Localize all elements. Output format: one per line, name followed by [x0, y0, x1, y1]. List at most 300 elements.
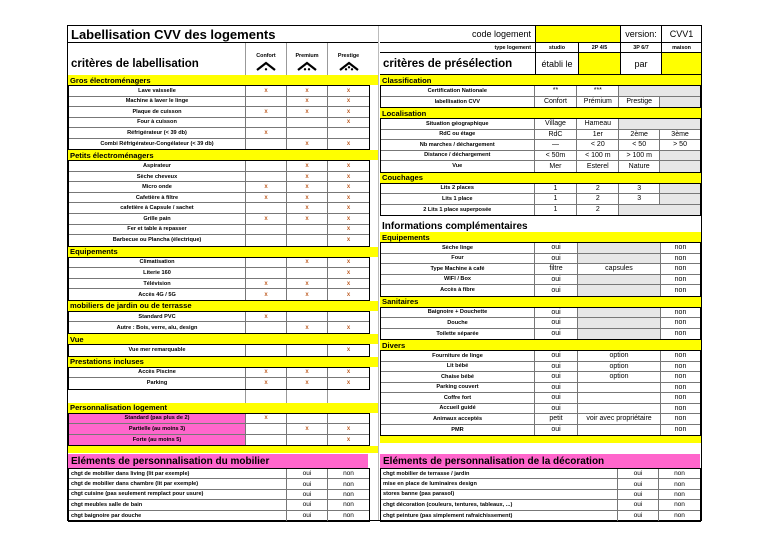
option-value[interactable]: Village	[535, 119, 578, 129]
section-title: Localisation	[382, 108, 427, 118]
preselection-row	[381, 194, 700, 205]
option-value[interactable]: **	[535, 86, 578, 96]
unavailable-cell	[619, 119, 700, 129]
value-b[interactable]: option	[578, 372, 661, 382]
mark-prestige[interactable]: x	[346, 87, 351, 94]
no-option[interactable]: non	[674, 480, 685, 488]
preselection-row	[381, 318, 700, 329]
preselection-row	[381, 97, 700, 108]
preselection-row	[381, 308, 700, 319]
option-value[interactable]: 2	[577, 205, 619, 216]
criteria-label: Vue mer remarquable	[69, 345, 246, 356]
no-option[interactable]: non	[674, 470, 685, 478]
value-b[interactable]	[578, 404, 661, 414]
mark-confort[interactable]	[246, 139, 287, 150]
code-input[interactable]	[535, 26, 620, 42]
mark-prestige[interactable]: x	[346, 141, 351, 147]
type-label: type logement	[494, 44, 531, 51]
mark-premium[interactable]	[287, 128, 328, 138]
preselection-row	[381, 329, 700, 340]
etabli-input[interactable]	[578, 53, 620, 74]
preselection-row	[381, 151, 700, 162]
option-value[interactable]: 2	[577, 184, 619, 194]
criteria-label: Type Machine à café	[381, 264, 535, 274]
mark-premium[interactable]: x	[287, 107, 328, 117]
preselection-row	[381, 351, 700, 362]
mark-confort[interactable]	[246, 161, 287, 171]
option-value[interactable]: < 50	[619, 140, 660, 150]
decoration-row	[381, 500, 700, 510]
criteria-label: Grille pain	[69, 214, 246, 224]
mark-confort[interactable]	[246, 97, 287, 107]
mark-confort[interactable]	[246, 345, 287, 356]
criteria-label: Four à cuisson	[69, 118, 246, 128]
no-option[interactable]: non	[674, 490, 685, 498]
criteria-label: Partielle (au moins 3)	[69, 424, 246, 434]
section-header	[380, 75, 701, 85]
mark-confort[interactable]: x	[246, 182, 287, 192]
type-row	[380, 43, 701, 53]
yes-option[interactable]: oui	[618, 511, 659, 521]
mark-prestige[interactable]: x	[346, 237, 351, 244]
option-value[interactable]: 1	[535, 184, 578, 194]
yes-option[interactable]: oui	[287, 490, 328, 499]
info-title: Informations complémentaires	[382, 220, 528, 232]
mark-confort[interactable]: x	[246, 414, 287, 424]
yes-option[interactable]: oui	[287, 479, 328, 488]
option-value[interactable]: Confort	[535, 97, 578, 108]
mark-confort[interactable]: x	[246, 107, 287, 117]
value-a[interactable]: oui	[535, 318, 578, 328]
criteria-row	[69, 322, 369, 333]
mark-prestige[interactable]: x	[346, 280, 351, 287]
mark-premium[interactable]: x	[287, 193, 328, 203]
criteria-row	[69, 193, 369, 204]
value-a[interactable]: oui	[535, 372, 578, 382]
mobilier-row	[69, 479, 369, 489]
section-header	[380, 340, 701, 350]
criteria-row	[69, 203, 369, 214]
decoration-row	[381, 490, 700, 500]
option-value[interactable]: 3	[619, 194, 660, 204]
yes-option[interactable]: oui	[287, 511, 328, 521]
preselection-header-row	[380, 53, 701, 75]
mark-confort[interactable]	[246, 172, 287, 182]
criteria-label: Standard (pas plus de 2)	[69, 414, 246, 424]
criteria-heading: critères de labellisation	[68, 52, 246, 75]
unavailable-cell	[660, 97, 700, 108]
option-value[interactable]: 1	[535, 194, 578, 204]
no-option[interactable]: non	[343, 470, 354, 478]
mark-premium[interactable]: x	[287, 203, 328, 213]
mark-prestige[interactable]: x	[346, 369, 351, 376]
preselection-row	[381, 372, 700, 383]
mark-premium[interactable]: x	[287, 279, 328, 289]
type-3: maison	[661, 43, 701, 52]
option-value[interactable]: 2ème	[619, 130, 660, 140]
criteria-row	[69, 345, 369, 356]
mark-premium[interactable]	[287, 435, 328, 446]
mark-confort[interactable]	[246, 235, 287, 246]
option-value[interactable]: Prémium	[577, 97, 619, 108]
criteria-row	[69, 107, 369, 118]
mark-premium[interactable]: x	[287, 378, 328, 389]
mark-prestige[interactable]: x	[346, 119, 351, 126]
option-value[interactable]: 3ème	[671, 130, 689, 138]
no-option[interactable]: non	[343, 490, 354, 498]
mark-prestige[interactable]: x	[346, 215, 351, 222]
unavailable-cell	[578, 275, 661, 285]
criteria-label: Plaque de cuisson	[69, 107, 246, 117]
mark-confort[interactable]	[246, 258, 287, 268]
yes-option[interactable]: oui	[287, 469, 328, 478]
mark-premium[interactable]: x	[287, 139, 328, 150]
criteria-row	[69, 378, 369, 389]
value-b[interactable]: capsules	[578, 264, 661, 274]
value-c[interactable]: non	[674, 244, 687, 252]
type-0: studio	[535, 43, 578, 52]
criteria-label: RdC ou étage	[381, 130, 535, 140]
unavailable-cell	[578, 308, 661, 318]
mark-prestige[interactable]: x	[346, 324, 351, 331]
mark-prestige[interactable]: x	[346, 291, 351, 298]
option-value[interactable]: 1	[535, 205, 578, 216]
mark-premium[interactable]: x	[287, 214, 328, 224]
mark-prestige[interactable]: x	[346, 270, 351, 276]
section-table	[68, 344, 370, 357]
criteria-row	[69, 139, 369, 150]
preselection-row	[381, 393, 700, 404]
mark-confort[interactable]: x	[246, 86, 287, 96]
mark-confort[interactable]: x	[246, 214, 287, 224]
unavailable-cell	[619, 86, 700, 96]
criteria-label: Aspirateur	[69, 161, 246, 171]
value-c[interactable]: non	[674, 426, 687, 434]
criteria-label: labellisation CVV	[381, 97, 535, 108]
section-table	[68, 257, 370, 301]
criteria-row	[69, 225, 369, 236]
value-c[interactable]: non	[674, 352, 687, 360]
option-value[interactable]: Prestige	[619, 97, 660, 108]
section-title: Prestations incluses	[70, 357, 144, 367]
preselection-row	[381, 383, 700, 394]
value-c[interactable]: non	[674, 308, 687, 316]
mark-confort[interactable]: x	[246, 378, 287, 389]
value-a[interactable]: oui	[535, 351, 578, 361]
mark-premium[interactable]: x	[287, 258, 328, 268]
title-row	[68, 26, 378, 43]
value-a[interactable]: oui	[535, 275, 578, 285]
preselection-row	[381, 161, 700, 172]
yes-option[interactable]: oui	[287, 500, 328, 509]
mobilier-label: chgt de mobilier dans chambre (lit par exemple)	[69, 479, 287, 488]
value-c[interactable]: non	[674, 265, 687, 273]
option-value[interactable]: Esterel	[577, 161, 619, 172]
section-title: Petits électroménagers	[70, 150, 154, 160]
decoration-label: mise en place de luminaires design	[381, 479, 618, 488]
mark-prestige[interactable]: x	[346, 259, 351, 266]
mark-premium[interactable]: x	[287, 161, 328, 171]
mark-premium[interactable]: x	[287, 368, 328, 378]
section-header	[380, 232, 701, 242]
value-b[interactable]	[578, 393, 661, 403]
mark-prestige[interactable]: x	[346, 205, 351, 212]
mark-confort[interactable]	[246, 268, 287, 278]
mark-confort[interactable]	[246, 203, 287, 213]
mark-confort[interactable]	[246, 435, 287, 446]
value-a[interactable]: oui	[535, 254, 578, 264]
criteria-row	[69, 435, 369, 446]
value-c[interactable]: non	[674, 286, 687, 294]
mark-confort[interactable]	[246, 322, 287, 333]
value-a[interactable]: oui	[535, 285, 578, 296]
value-a[interactable]: oui	[535, 329, 578, 340]
criteria-label: Lits 1 place	[381, 194, 535, 204]
mobilier-label: chgt de mobilier dans living (lit par exemple)	[69, 469, 287, 478]
criteria-label: Nb marches / déchargement	[381, 140, 535, 150]
value-a[interactable]: oui	[535, 362, 578, 372]
value-b[interactable]	[578, 383, 661, 393]
option-value[interactable]: Hameau	[577, 119, 619, 129]
mark-premium[interactable]: x	[287, 97, 328, 107]
mark-prestige[interactable]: x	[346, 98, 351, 105]
section-header	[68, 247, 378, 257]
no-option[interactable]: non	[343, 512, 354, 520]
section-table	[380, 307, 701, 341]
mark-premium[interactable]: x	[287, 172, 328, 182]
criteria-label: Toilette séparée	[381, 329, 535, 340]
value-b[interactable]: option	[578, 351, 661, 361]
mobilier-title: Eléments de personnalisation du mobilier	[71, 455, 270, 467]
mark-prestige[interactable]: x	[346, 194, 351, 201]
option-value[interactable]: < 50m	[535, 151, 578, 161]
option-value[interactable]: ***	[577, 86, 619, 96]
unavailable-cell	[578, 285, 661, 296]
mark-premium[interactable]: x	[287, 289, 328, 300]
option-value[interactable]: 3	[619, 184, 660, 194]
value-a[interactable]: oui	[535, 243, 578, 253]
par-label: par	[620, 53, 661, 74]
preselection-row	[381, 425, 700, 436]
option-value[interactable]: > 50	[673, 141, 687, 149]
code-row	[380, 26, 701, 43]
no-option[interactable]: non	[343, 501, 354, 509]
option-value[interactable]: < 100 m	[577, 151, 619, 161]
section-table	[68, 160, 370, 246]
mark-confort[interactable]	[246, 118, 287, 128]
value-c[interactable]: non	[674, 319, 687, 327]
mobilier-label: chgt meubles salle de bain	[69, 500, 287, 509]
criteria-row	[69, 312, 369, 323]
section-title: mobiliers de jardin ou de terrasse	[70, 301, 192, 311]
value-b[interactable]	[578, 425, 661, 436]
value-c[interactable]: non	[674, 373, 687, 381]
mobilier-row	[69, 490, 369, 500]
value-b[interactable]: voir avec propriétaire	[578, 414, 661, 424]
mark-premium[interactable]	[287, 235, 328, 246]
labellisation-sheet	[67, 25, 702, 521]
value-c[interactable]: non	[674, 362, 687, 370]
mark-prestige[interactable]: x	[346, 425, 351, 432]
yes-option[interactable]: oui	[618, 469, 659, 478]
criteria-row	[69, 368, 369, 379]
mark-prestige[interactable]: x	[346, 173, 351, 180]
value-c[interactable]: non	[674, 383, 687, 391]
mark-premium[interactable]: x	[287, 182, 328, 192]
criteria-label: Parking	[69, 378, 246, 389]
decoration-table	[380, 468, 701, 522]
mark-prestige[interactable]: x	[346, 108, 351, 115]
preselection-row	[381, 264, 700, 275]
preselection-row	[381, 119, 700, 130]
criteria-row	[69, 268, 369, 279]
level-label: Premium	[295, 53, 319, 59]
mark-premium[interactable]	[287, 225, 328, 235]
value-a[interactable]: oui	[535, 393, 578, 403]
version-value: CVV1	[661, 26, 701, 42]
mark-premium[interactable]	[287, 345, 328, 356]
unavailable-cell	[578, 329, 661, 340]
option-value[interactable]: 1er	[577, 130, 619, 140]
mark-prestige[interactable]: x	[346, 163, 351, 170]
criteria-label: cafetière à Capsule / sachet	[69, 203, 246, 213]
no-option[interactable]: non	[343, 480, 354, 488]
section-header	[68, 301, 378, 311]
section-header	[380, 108, 701, 118]
criteria-label: Accès 4G / 5G	[69, 289, 246, 300]
section-title: Couchages	[382, 173, 423, 182]
section-header	[68, 334, 378, 344]
value-a[interactable]: oui	[535, 308, 578, 318]
criteria-row	[69, 161, 369, 172]
criteria-row	[69, 235, 369, 246]
section-title: Gros électroménagers	[70, 75, 151, 85]
criteria-label: Télévision	[69, 279, 246, 289]
mark-prestige[interactable]	[328, 312, 369, 322]
mark-prestige[interactable]	[328, 128, 369, 138]
preselection-row	[381, 184, 700, 195]
unavailable-cell	[578, 318, 661, 328]
value-c[interactable]: non	[674, 404, 687, 412]
preselection-row	[381, 414, 700, 425]
value-a[interactable]: filtre	[535, 264, 578, 274]
yes-option[interactable]: oui	[618, 479, 659, 488]
criteria-label: Four	[381, 254, 535, 264]
level-confort	[246, 52, 287, 75]
unavailable-cell	[660, 194, 700, 204]
yes-option[interactable]: oui	[618, 500, 659, 509]
criteria-row	[69, 182, 369, 193]
criteria-label: Fer et table à repasser	[69, 225, 246, 235]
mark-confort[interactable]: x	[246, 312, 287, 322]
section-table	[68, 311, 370, 334]
levels-header-row	[68, 52, 378, 75]
yellow-bar	[68, 446, 378, 453]
option-value[interactable]: Nature	[619, 161, 660, 172]
criteria-label: Climatisation	[69, 258, 246, 268]
criteria-label: Sèche linge	[381, 243, 535, 253]
criteria-label: Parking couvert	[381, 383, 535, 393]
mark-premium[interactable]	[287, 414, 328, 424]
value-c[interactable]: non	[674, 394, 687, 402]
criteria-label: Fourniture de linge	[381, 351, 535, 361]
criteria-label: Accès Piscine	[69, 368, 246, 378]
criteria-row	[69, 414, 369, 425]
level-prestige	[328, 52, 369, 75]
option-value[interactable]: < 20	[577, 140, 619, 150]
par-input[interactable]	[661, 53, 701, 74]
no-option[interactable]: non	[674, 501, 685, 509]
mark-confort[interactable]: x	[246, 279, 287, 289]
value-a[interactable]: oui	[535, 404, 578, 414]
option-value[interactable]: —	[535, 140, 578, 150]
option-value[interactable]: RdC	[535, 130, 578, 140]
mark-confort[interactable]: x	[246, 368, 287, 378]
option-value[interactable]: 2	[577, 194, 619, 204]
option-value[interactable]: > 100 m	[619, 151, 660, 161]
mark-prestige[interactable]: x	[346, 226, 351, 233]
mobilier-header	[68, 454, 368, 468]
criteria-label: Cafetière à filtre	[69, 193, 246, 203]
criteria-label: Certification Nationale	[381, 86, 535, 96]
mark-prestige[interactable]: x	[346, 437, 351, 443]
decoration-label: chgt décoration (couleurs, tentures, tableaux, ...)	[381, 500, 618, 509]
section-title: Divers	[382, 340, 406, 350]
code-label: code logement	[471, 29, 531, 39]
criteria-label: Baignoire + Douchette	[381, 308, 535, 318]
preselection-row	[381, 285, 700, 296]
mark-confort[interactable]	[246, 424, 287, 434]
mark-prestige[interactable]: x	[346, 380, 351, 387]
mark-prestige[interactable]: x	[346, 184, 351, 191]
mark-prestige[interactable]	[328, 414, 369, 424]
value-b[interactable]: option	[578, 362, 661, 372]
section-header	[380, 173, 701, 183]
mark-premium[interactable]: x	[287, 86, 328, 96]
option-value[interactable]: Mer	[535, 161, 578, 172]
value-c[interactable]: non	[674, 254, 687, 262]
type-1: 2P 4/5	[578, 43, 620, 52]
section-title: Sanitaires	[382, 297, 419, 306]
mark-premium[interactable]	[287, 118, 328, 128]
section-table	[68, 367, 370, 390]
value-c[interactable]: non	[674, 330, 687, 338]
value-c[interactable]: non	[674, 415, 687, 423]
section-table	[380, 85, 701, 108]
preselection-row	[381, 205, 700, 216]
mark-confort[interactable]: x	[246, 193, 287, 203]
value-a[interactable]: petit	[535, 414, 578, 424]
value-a[interactable]: oui	[535, 425, 578, 436]
mark-premium[interactable]	[287, 268, 328, 278]
criteria-row	[69, 289, 369, 300]
mark-confort[interactable]	[246, 225, 287, 235]
mark-confort[interactable]: x	[246, 289, 287, 300]
criteria-label: Vue	[381, 161, 535, 172]
value-c[interactable]: non	[674, 275, 687, 283]
yes-option[interactable]: oui	[618, 490, 659, 499]
no-option[interactable]: non	[674, 512, 685, 520]
house-1-dot-icon	[256, 61, 276, 71]
mark-prestige[interactable]: x	[346, 347, 351, 354]
mark-confort[interactable]: x	[246, 128, 287, 138]
value-a[interactable]: oui	[535, 383, 578, 393]
type-2: 3P 6/7	[620, 43, 661, 52]
mark-premium[interactable]: x	[287, 424, 328, 434]
mark-premium[interactable]	[287, 312, 328, 322]
mark-premium[interactable]: x	[287, 322, 328, 333]
criteria-label: Barbecue ou Plancha (électrique)	[69, 235, 246, 246]
